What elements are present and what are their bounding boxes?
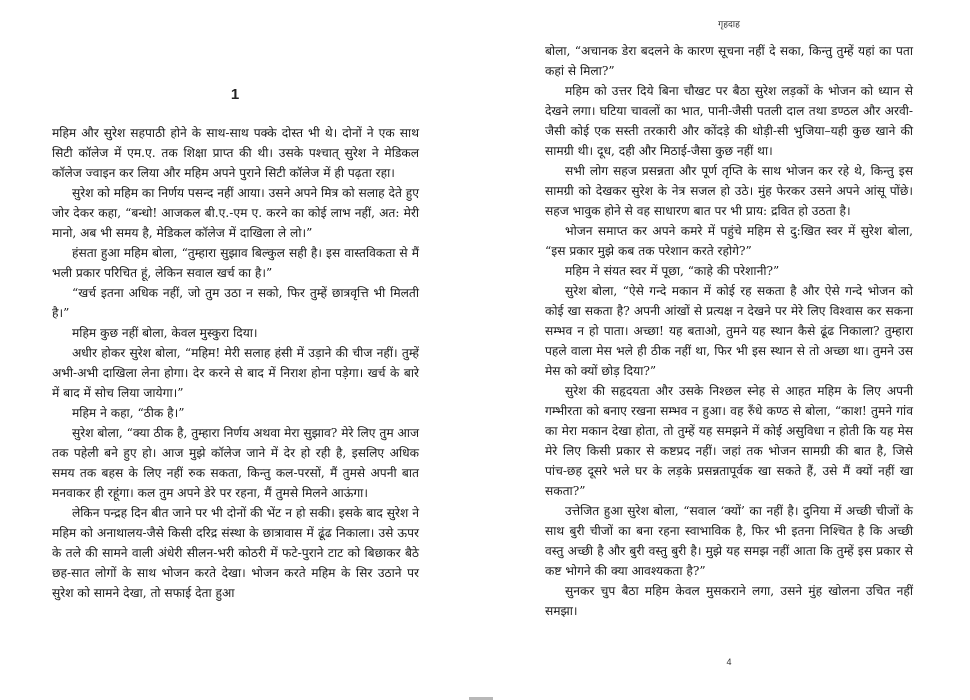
right-page-body <box>545 41 913 621</box>
left-page-body <box>52 123 419 603</box>
paragraph: अधीर होकर सुरेश बोला, “महिम! मेरी सलाह हंसी में उड़ाने की चीज नहीं। तुम्हें अभी-अभी दाखिला लेना होगा। देर करने से बाद में निराश होना पड़ेगा। खर्च के बारे में बाद में सोच लिया जायेगा।” <box>52 346 419 400</box>
running-head: गृहदाह <box>718 20 740 30</box>
paragraph: सुनकर चुप बैठा महिम केवल मुसकराने लगा, उसने मुंह खोलना उचित नहीं समझा। <box>545 584 913 618</box>
paragraph: सुरेश बोला, “क्या ठीक है, तुम्हारा निर्णय अथवा मेरा सुझाव? मेरे लिए तुम आज तक पहेली बने हुए हो। आज मुझे कॉलेज जाने में देर हो रही है, इसलिए अधिक समय तक बहस के लिए नहीं रुक सकता, किन्तु कल-परसों, मैं तुमसे अपनी बात मनवाकर ही रहूंगा। कल तुम अपने डेरे पर रहना, मैं तुमसे मिलने आऊंगा। <box>52 426 419 500</box>
paragraph: सुरेश की सहृदयता और उसके निश्छल स्नेह से आहत महिम के लिए अपनी गम्भीरता को बनाए रखना सम्भव न हुआ। वह रुँधे कण्ठ से बोला, “काश! तुमने गांव का मेरा मकान देखा होता, तो तुम्हें यह समझने में कोई असुविधा न होती कि यह मेस मेरे लिए किसी प्रकार से कष्टप्रद नहीं। जहां तक भोजन सामग्री की बात है, जिसे पांच-छह दूसरे भले घर के लड़के प्रसन्नतापूर्वक खा सकते हैं, उसे मैं क्यों नहीं खा सकता?” <box>545 384 913 498</box>
paragraph: उत्तेजित हुआ सुरेश बोला, “सवाल ‘क्यों’ का नहीं है। दुनिया में अच्छी चीजों के साथ बुरी चीजों का बना रहना स्वाभाविक है, फिर भी इतना निश्चित है कि अच्छी वस्तु अच्छी है और बुरी वस्तु बुरी है। मुझे यह समझ नहीं आता कि तुम्हें इस प्रकार से कष्ट भोगने की क्या आवश्यकता है?” <box>545 504 913 578</box>
paragraph: महिम को उत्तर दिये बिना चौखट पर बैठा सुरेश लड़कों के भोजन को ध्यान से देखने लगा। घटिया चावलों का भात, पानी-जैसी पतली दाल तथा डण्ठल और अरवी-जैसी कोई एक सस्ती तरकारी और कोंदड़े की थोड़ी-सी भुजिया–यही कुछ खाने की सामग्री थी। दूध, दही और मिठाई-जैसा कुछ नहीं था। <box>545 84 913 158</box>
right-page <box>485 0 970 700</box>
paragraph: महिम ने कहा, “ठीक है।” <box>72 406 185 420</box>
paragraph: लेकिन पन्द्रह दिन बीत जाने पर भी दोनों की भेंट न हो सकी। इसके बाद सुरेश ने महिम को अनाथालय-जैसे किसी दरिद्र संस्था के छात्रावास में ढूंढ निकाला। उसे ऊपर के तले की सामने वाली अंधेरी सीलन-भरी कोठरी में फटे-पुराने टाट को बिछाकर बैठे छह-सात लोगों के साथ भोजन करते देखा। भोजन करते महिम के सिर उठाने पर सुरेश को सामने देखा, तो सफाई देता हुआ <box>52 506 419 600</box>
chapter-number: 1 <box>230 86 240 103</box>
paragraph: हंसता हुआ महिम बोला, “तुम्हारा सुझाव बिल्कुल सही है। इस वास्तविकता से मैं भली प्रकार परिचित हूं, लेकिन सवाल खर्च का है।” <box>52 246 419 280</box>
paragraph: महिम और सुरेश सहपाठी होने के साथ-साथ पक्के दोस्त भी थे। दोनों ने एक साथ सिटी कॉलेज में एम.ए. तक शिक्षा प्राप्त की थी। उसके पश्चात् सुरेश ने मेडिकल कॉलेज ज्वाइन कर लिया और महिम अपने पुराने सिटी कॉलेज में ही पढ़ता रहा। <box>52 126 419 180</box>
paragraph: भोजन समाप्त कर अपने कमरे में पहुंचे महिम से दु:खित स्वर में सुरेश बोला, “इस प्रकार मुझे कब तक परेशान करते रहोगे?” <box>545 224 913 258</box>
paragraph: महिम कुछ नहीं बोला, केवल मुस्कुरा दिया। <box>72 326 258 340</box>
page-number: 4 <box>726 657 732 667</box>
paragraph: सभी लोग सहज प्रसन्नता और पूर्ण तृप्ति के साथ भोजन कर रहे थे, किन्तु इस सामग्री को देखकर सुरेश के नेत्र सजल हो उठे। मुंह फेरकर उसने अपने आंसू पोंछे। सहज भावुक होने से वह साधारण बात पर भी प्राय: द्रवित हो उठता है। <box>545 164 913 218</box>
paragraph: बोला, “अचानक डेरा बदलने के कारण सूचना नहीं दे सका, किन्तु तुम्हें यहां का पता कहां से मिला?” <box>545 44 913 78</box>
paragraph: सुरेश को महिम का निर्णय पसन्द नहीं आया। उसने अपने मित्र को सलाह देते हुए जोर देकर कहा, “बन्धो! आजकल बी.ए.-एम ए. करने का कोई लाभ नहीं, अत: मेरी मानो, अब भी समय है, मेडिकल कॉलेज में दाखिला ले लो।” <box>52 186 420 240</box>
paragraph: महिम ने संयत स्वर में पूछा, “काहे की परेशानी?” <box>565 264 780 278</box>
paragraph: सुरेश बोला, “ऐसे गन्दे मकान में कोई रह सकता है और ऐसे गन्दे भोजन को कोई खा सकता है? अपनी आंखों से प्रत्यक्ष न देखने पर मेरे लिए विश्वास कर सकना सम्भव न हो पाता। अच्छा! यह बताओ, तुमने यह स्थान कैसे ढूंढ निकाला? तुम्हारा पहले वाला मेस भले ही ठीक नहीं था, फिर भी इस स्थान से तो अच्छा था। तुमने उस मेस को क्यों छोड़ दिया?” <box>545 284 913 378</box>
paragraph: “खर्च इतना अधिक नहीं, जो तुम उठा न सको, फिर तुम्हें छात्रवृत्ति भी मिलती है।” <box>52 286 419 320</box>
